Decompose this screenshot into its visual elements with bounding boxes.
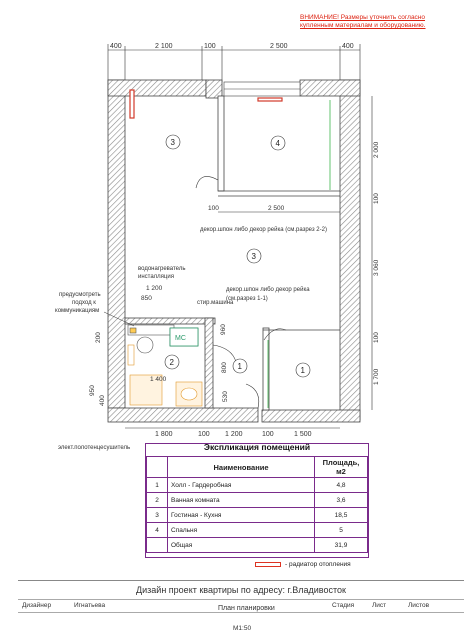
dim-right-2: 100 xyxy=(373,193,380,204)
dim-800: 800 xyxy=(221,362,228,373)
room-1-b: 1 xyxy=(300,366,305,375)
sheets-label: Листов xyxy=(408,602,430,609)
table-row xyxy=(147,538,368,553)
dim-bottom-1: 1 800 xyxy=(155,431,173,438)
decor-note-2: декор.шпон либо декор рейка xyxy=(226,287,310,293)
warning-line-2: купленным материалам и оборудованию. xyxy=(300,22,426,29)
table-row xyxy=(147,523,368,538)
radiator-symbol-icon xyxy=(255,562,281,567)
dim-right-3: 3 060 xyxy=(373,259,380,276)
dim-850: 850 xyxy=(141,295,152,302)
legend-col-name: Наименование xyxy=(168,457,315,478)
decor-note-1: декор.шпон либо декор рейка (см.разрез 2-2) xyxy=(200,227,327,233)
row-name: Холл - Гардеробная xyxy=(168,478,315,493)
dim-2500: 2 500 xyxy=(268,205,285,212)
row-num xyxy=(147,538,168,553)
prov-note-3: коммуникациям xyxy=(55,308,100,314)
room-2: 2 xyxy=(169,358,174,367)
dim-top-2: 2 100 xyxy=(155,43,173,50)
warning-line-1: ВНИМАНИЕ! Размеры уточнить согласно xyxy=(300,14,426,21)
table-row xyxy=(147,508,368,523)
dim-right-4: 100 xyxy=(373,332,380,343)
boiler-note-1: водонагреватель xyxy=(138,266,186,272)
room-legend xyxy=(145,443,369,558)
project-title: Дизайн проект квартиры по адресу: г.Владивосток xyxy=(136,585,346,595)
sheet-name: План планировки xyxy=(218,605,275,612)
dim-1200: 1 200 xyxy=(146,285,163,292)
washer-note: стир.машина xyxy=(197,300,234,306)
legend-header-row xyxy=(147,457,368,478)
dim-left-2: 950 xyxy=(89,385,96,396)
top-dimensions xyxy=(108,44,360,82)
row-name: Гостиная - Кухня xyxy=(168,508,315,523)
legend-title: Экспликация помещений xyxy=(203,442,311,452)
dim-top-5: 400 xyxy=(342,43,354,50)
windows xyxy=(224,82,300,96)
table-row xyxy=(147,478,368,493)
row-name: Общая xyxy=(168,538,315,553)
legend-col-num xyxy=(147,457,168,478)
radiator-note-text: - радиатор отопления xyxy=(285,561,351,568)
row-area: 5 xyxy=(315,523,368,538)
row-num: 2 xyxy=(147,493,168,508)
row-area: 3,6 xyxy=(315,493,368,508)
boiler-note-2: инсталляция xyxy=(138,274,174,280)
dim-right-5: 1 700 xyxy=(373,368,380,385)
row-area: 4,8 xyxy=(315,478,368,493)
dim-bottom-5: 1 500 xyxy=(294,431,312,438)
towel-note: элект.полотенцесушитель xyxy=(58,445,131,451)
row-num: 4 xyxy=(147,523,168,538)
dim-530: 530 xyxy=(222,391,229,402)
prov-note-1: предусмотреть xyxy=(59,292,101,298)
decor-note-2b: (см.разрез 1-1) xyxy=(226,296,268,302)
dim-top-4: 2 500 xyxy=(270,43,288,50)
dim-bottom-4: 100 xyxy=(262,431,274,438)
prov-note-2: подход к xyxy=(72,300,96,306)
row-num: 3 xyxy=(147,508,168,523)
table-row xyxy=(147,493,368,508)
designer-name: Игнатьева xyxy=(74,602,106,609)
dim-960: 960 xyxy=(220,324,227,335)
legend-table xyxy=(146,456,368,553)
row-area: 31,9 xyxy=(315,538,368,553)
sheet-label: Лист xyxy=(372,602,387,609)
dim-bottom-2: 100 xyxy=(198,431,210,438)
dim-top-1: 400 xyxy=(110,43,122,50)
scale: М1:50 xyxy=(233,625,252,632)
dim-bottom-3: 1 200 xyxy=(225,431,243,438)
stage-label: Стадия xyxy=(332,602,355,609)
dim-left-3: 400 xyxy=(99,395,106,406)
room-1-a: 1 xyxy=(237,362,242,371)
designer-label: Дизайнер xyxy=(22,602,52,609)
room-3-a: 3 xyxy=(170,138,175,147)
mc-label: МС xyxy=(175,335,186,342)
row-name: Ванная комната xyxy=(168,493,315,508)
radiator-note xyxy=(255,561,351,568)
dim-top-3: 100 xyxy=(204,43,216,50)
dim-right-1: 2 000 xyxy=(373,141,380,158)
title-block xyxy=(18,580,464,639)
dim-left-1: 200 xyxy=(95,332,102,343)
dim-100: 100 xyxy=(208,205,219,212)
row-area: 18,5 xyxy=(315,508,368,523)
row-num: 1 xyxy=(147,478,168,493)
row-name: Спальня xyxy=(168,523,315,538)
room-3-b: 3 xyxy=(251,252,256,261)
legend-col-area: Площадь, м2 xyxy=(315,457,368,478)
dim-1400: 1 400 xyxy=(150,376,167,383)
walls xyxy=(108,80,360,422)
room-4: 4 xyxy=(275,139,280,148)
